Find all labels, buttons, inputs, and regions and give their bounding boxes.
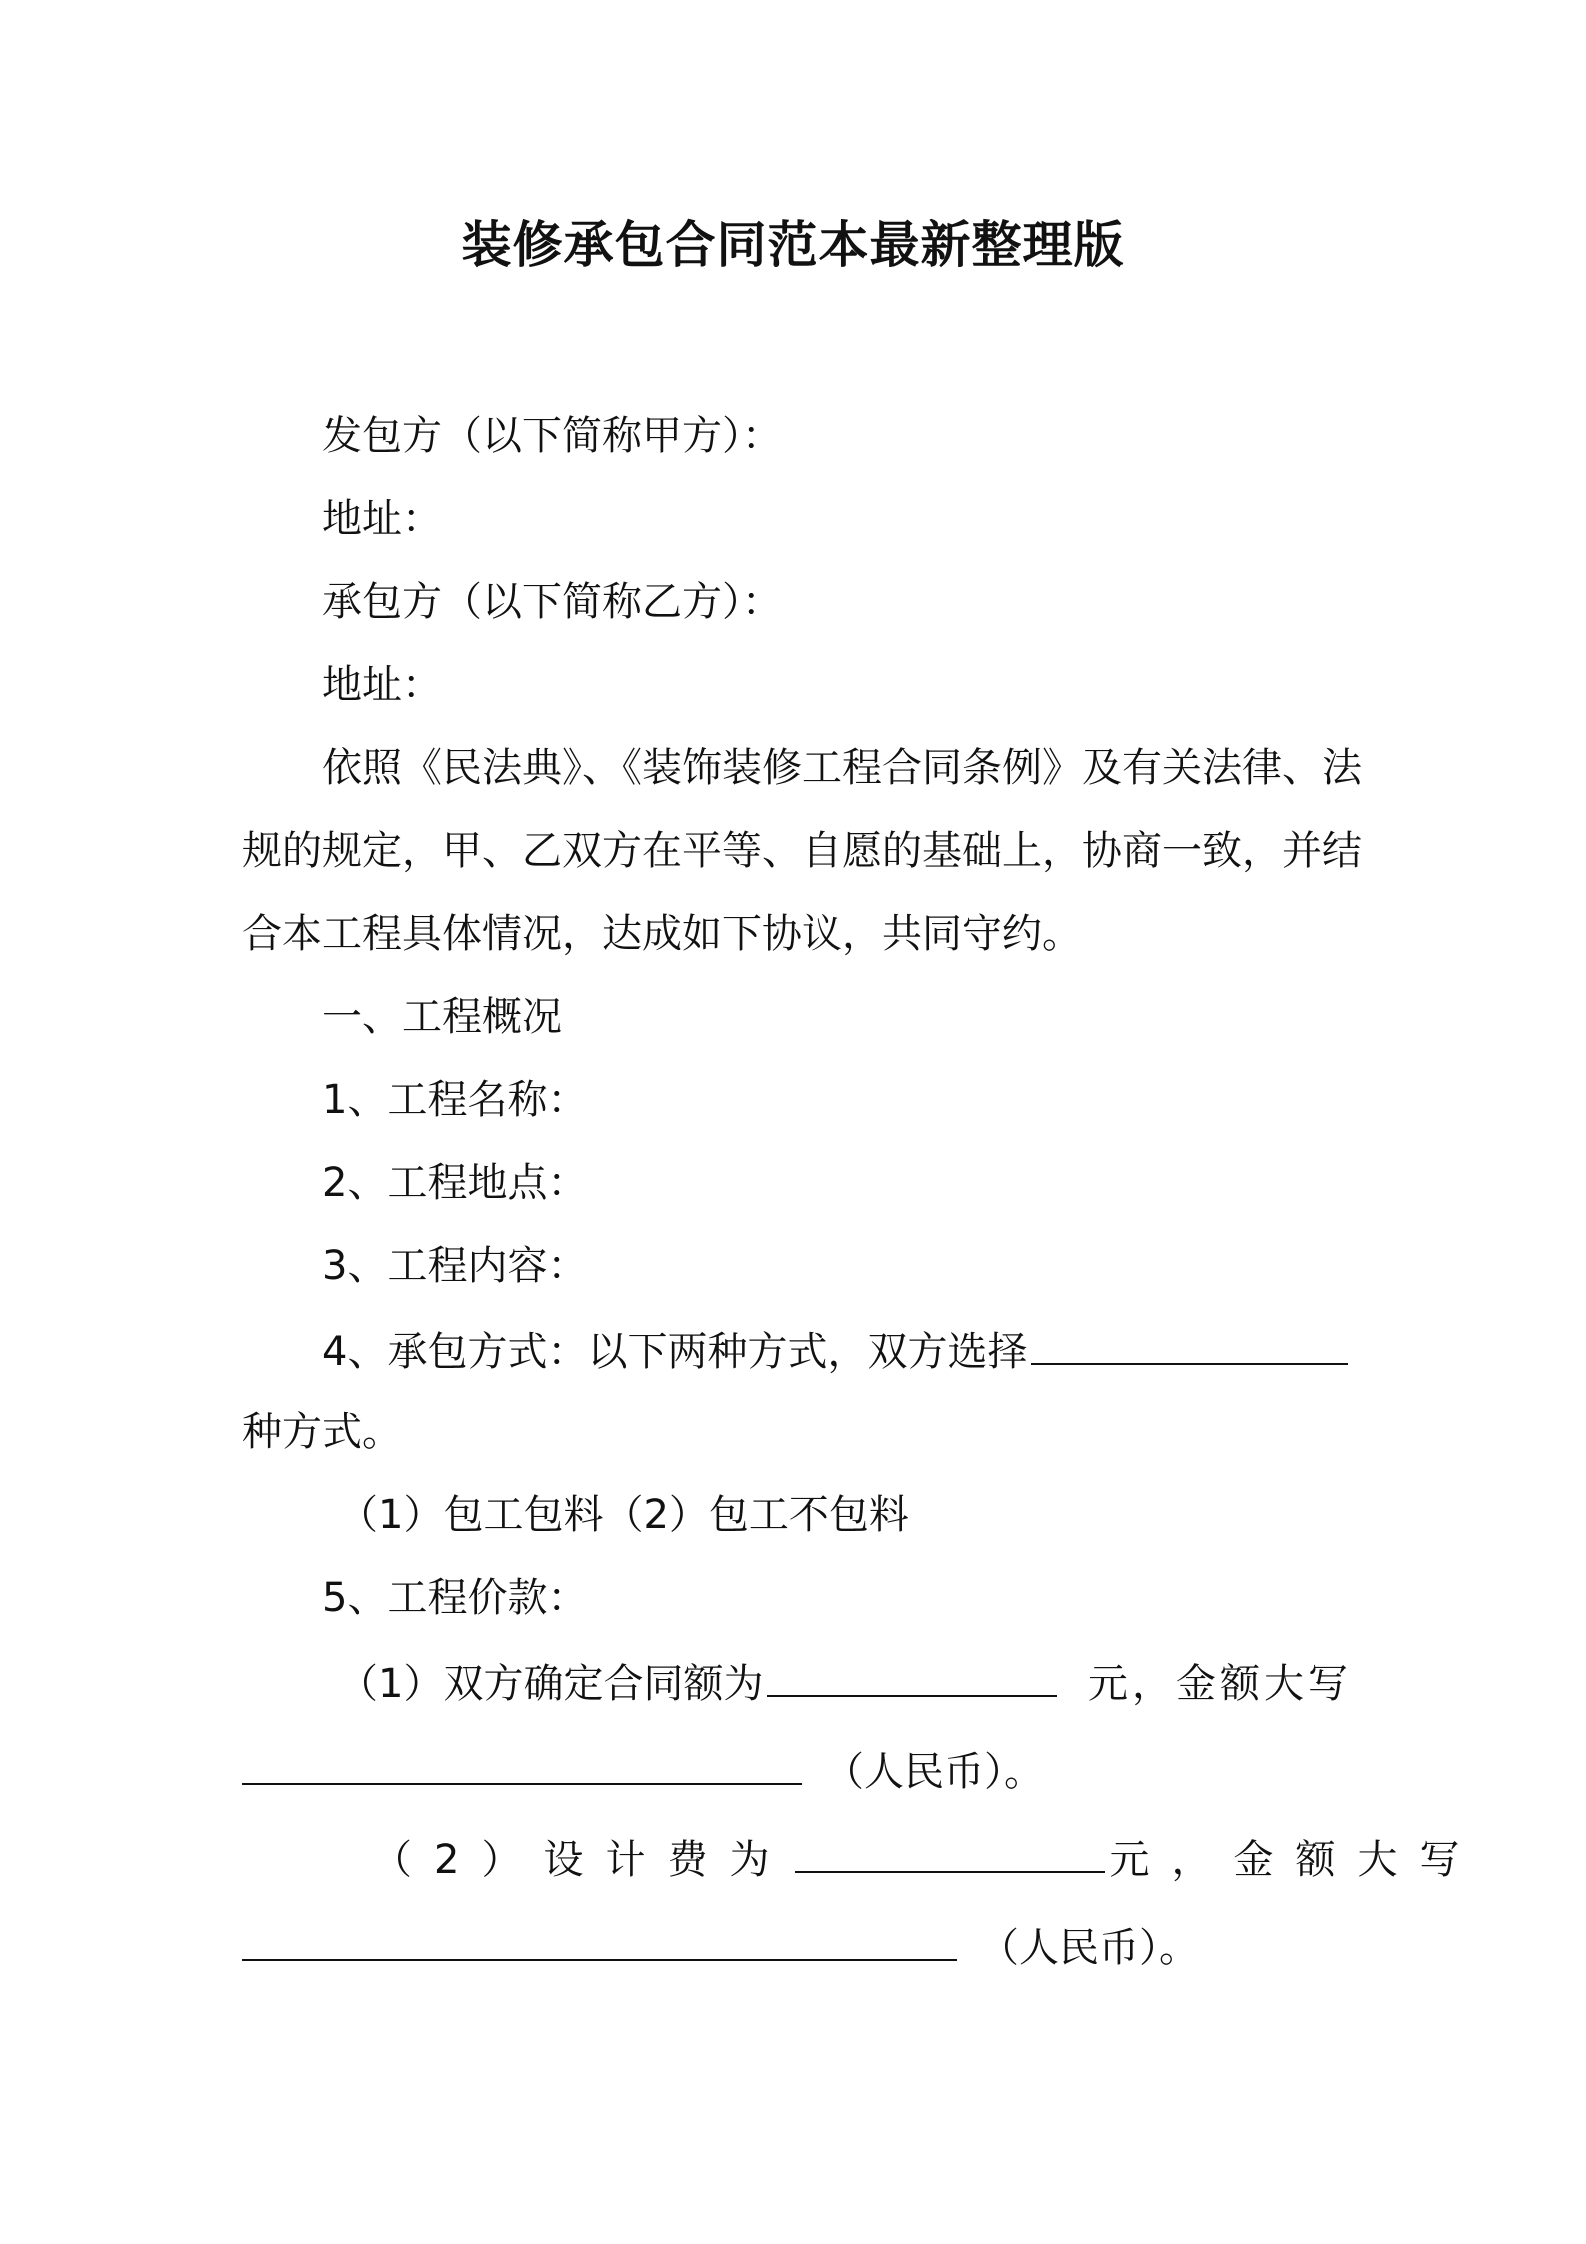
contract-amount-prefix: （1）双方确定合同额为: [338, 1661, 764, 1707]
item-project-content: 3、工程内容：: [322, 1243, 588, 1289]
contract-method-options: （1）包工包料（2）包工不包料: [338, 1492, 909, 1538]
design-fee-prefix: （2）设计费为: [372, 1837, 792, 1883]
party-b-label: 承包方（以下简称乙方）：: [322, 579, 782, 625]
item-project-name: 1、工程名称：: [322, 1077, 588, 1123]
item-project-location: 2、工程地点：: [322, 1160, 588, 1206]
design-fee-words-row: [242, 1919, 1199, 1974]
contract-amount-words-row: [242, 1743, 1062, 1798]
price-design-fee: [372, 1831, 1482, 1886]
address-a-label: 地址：: [322, 496, 442, 542]
price-contract-amount: [338, 1655, 1352, 1710]
contract-amount-mid: 元，金额大写: [1088, 1661, 1352, 1707]
contract-method-blank[interactable]: [1031, 1323, 1348, 1365]
design-fee-suffix: （人民币）。: [979, 1925, 1199, 1971]
preamble-line-2: 规的规定，甲、乙双方在平等、自愿的基础上，协商一致，并结: [242, 828, 1362, 874]
contract-method-text: 4、承包方式：以下两种方式，双方选择: [322, 1329, 1028, 1375]
party-a-label: 发包方（以下简称甲方）：: [322, 413, 782, 459]
item-project-price: 5、工程价款：: [322, 1575, 588, 1621]
design-fee-mid: 元，金额大写: [1109, 1837, 1482, 1883]
contract-method-suffix: 种方式。: [242, 1409, 402, 1455]
item-contract-method: [322, 1323, 1352, 1378]
design-fee-words-blank[interactable]: [242, 1919, 957, 1961]
section-heading: 一、工程概况: [322, 994, 562, 1040]
preamble-line-3: 合本工程具体情况，达成如下协议，共同守约。: [242, 911, 1082, 957]
document-title: 装修承包合同范本最新整理版: [461, 216, 1125, 274]
address-b-label: 地址：: [322, 662, 442, 708]
design-fee-blank[interactable]: [795, 1831, 1105, 1873]
contract-amount-suffix: （人民币）。: [824, 1749, 1044, 1795]
preamble-line-1: 依照《民法典》、《装饰装修工程合同条例》及有关法律、法: [322, 745, 1362, 791]
contract-amount-blank[interactable]: [767, 1655, 1057, 1697]
contract-amount-words-blank[interactable]: [242, 1743, 802, 1785]
